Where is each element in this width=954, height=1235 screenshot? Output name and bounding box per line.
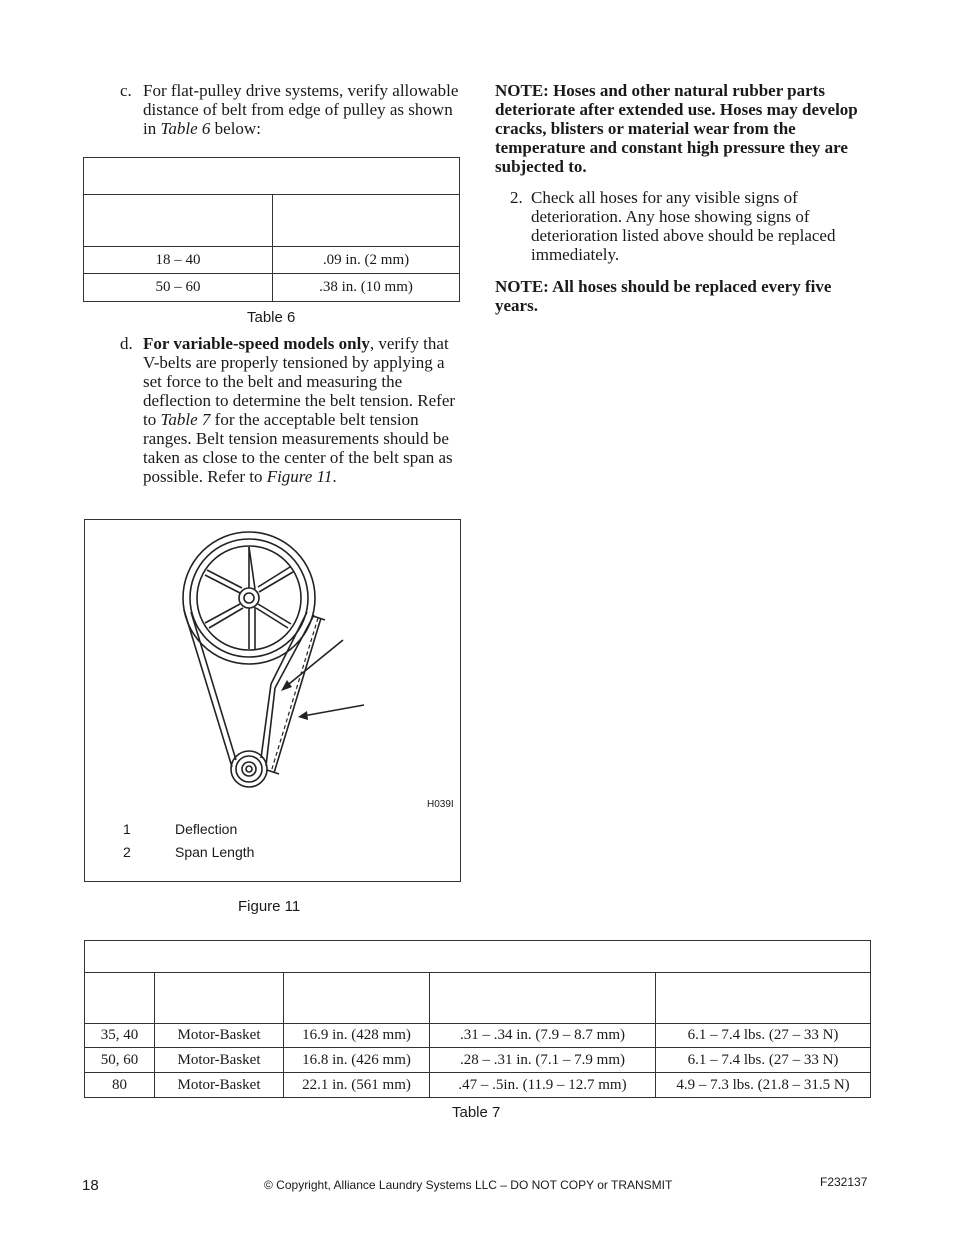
table-7-cell: .47 – .5in. (11.9 – 12.7 mm) (430, 1073, 656, 1098)
legend-number: 2 (123, 844, 131, 860)
table-7-header-cell (155, 973, 284, 1024)
page-number: 18 (82, 1177, 99, 1194)
step-d-text: For variable-speed models only, verify that V-belts are properly tensioned by applying a set force to the belt and measuring the deflection to determine the belt tension. Refer to Table 7 for the acceptable belt tension ranges. Belt tension measurements should be taken as close to the center of the belt span as possible. Refer to Figure 11. (143, 334, 456, 486)
belt-left-side (184, 610, 232, 767)
copyright-notice: © Copyright, Alliance Laundry Systems LLC – DO NOT COPY or TRANSMIT (264, 1178, 673, 1192)
table-7-cell: 16.8 in. (426 mm) (284, 1048, 430, 1073)
figure-code: H039I (427, 799, 454, 810)
table-6-header-cell (84, 195, 273, 247)
step-d (120, 334, 465, 489)
table-7-cell: .31 – .34 in. (7.9 – 8.7 mm) (430, 1024, 656, 1048)
table-7-cell: 6.1 – 7.4 lbs. (27 – 33 N) (656, 1048, 871, 1073)
table-row (85, 1048, 871, 1073)
table-7-header-row (85, 973, 871, 1024)
note-hoses-deterioration: NOTE: Hoses and other natural rubber parts deteriorate after extended use. Hoses may develop cracks, blisters or material wear from the temperature and constant high pressure they are subjected to. (495, 81, 858, 176)
legend-label: Deflection (175, 821, 238, 837)
deflection-arrowhead (281, 680, 292, 691)
document-id: F232137 (820, 1175, 868, 1189)
span-length-arrowhead (298, 711, 308, 720)
table-7-header-cell (430, 973, 656, 1024)
step-2-marker: 2. (510, 188, 523, 207)
belt-right-side (275, 615, 314, 688)
table-row (84, 247, 460, 274)
table-7-header-cell (656, 973, 871, 1024)
figure-11-caption: Figure 11 (238, 898, 301, 915)
table-6-header-cell (273, 195, 460, 247)
table-6-title-cell (84, 158, 460, 195)
table-7-cell: Motor-Basket (155, 1024, 284, 1048)
legend-item (123, 844, 423, 860)
table-6-header-row (84, 195, 460, 247)
table-7-header-cell (284, 973, 430, 1024)
table-7-cell: 16.9 in. (428 mm) (284, 1024, 430, 1048)
table-7-title-row (85, 941, 871, 973)
table-6-cell: 50 – 60 (84, 274, 273, 302)
table-7-cell: Motor-Basket (155, 1073, 284, 1098)
table-7-cell: .28 – .31 in. (7.1 – 7.9 mm) (430, 1048, 656, 1073)
table-row (85, 1073, 871, 1098)
table-6 (83, 157, 460, 302)
table-7-reference: Table 7 (160, 410, 211, 429)
step-c (120, 81, 465, 141)
step-2-text: Check all hoses for any visible signs of deterioration. Any hose showing signs of deterioration listed above should be replaced immediately. (531, 188, 836, 264)
table-row (85, 1024, 871, 1048)
span-length-leader (303, 705, 364, 716)
legend-label: Span Length (175, 844, 255, 860)
figure-11-box (84, 519, 461, 882)
table-7-title-cell (85, 941, 871, 973)
step-d-bold-lead: For variable-speed models only (143, 334, 370, 353)
belt-pulley-diagram (85, 520, 460, 820)
table-7-cell: Motor-Basket (155, 1048, 284, 1073)
table-7-cell: 35, 40 (85, 1024, 155, 1048)
table-7-cell: 22.1 in. (561 mm) (284, 1073, 430, 1098)
table-7-cell: 80 (85, 1073, 155, 1098)
step-d-marker: d. (120, 334, 133, 353)
table-6-caption: Table 6 (247, 309, 296, 326)
legend-number: 1 (123, 821, 131, 837)
table-7-caption: Table 7 (452, 1104, 501, 1121)
table-7-cell: 50, 60 (85, 1048, 155, 1073)
step-c-marker: c. (120, 81, 132, 100)
table-7 (84, 940, 871, 1098)
table-6-cell: 18 – 40 (84, 247, 273, 274)
table-row (84, 274, 460, 302)
table-7-cell: 4.9 – 7.3 lbs. (21.8 – 31.5 N) (656, 1073, 871, 1098)
table-6-title-row (84, 158, 460, 195)
note-replace-hoses: NOTE: All hoses should be replaced every five years. (495, 277, 832, 315)
table-6-cell: .09 in. (2 mm) (273, 247, 460, 274)
legend-item (123, 821, 423, 837)
figure-11-reference: Figure 11 (266, 467, 333, 486)
table-6-cell: .38 in. (10 mm) (273, 274, 460, 302)
step-c-text: For flat-pulley drive systems, verify allowable distance of belt from edge of pulley as shown in Table 6 below: (143, 81, 459, 138)
table-6-reference: Table 6 (160, 119, 211, 138)
table-7-cell: 6.1 – 7.4 lbs. (27 – 33 N) (656, 1024, 871, 1048)
step-2 (510, 188, 860, 268)
table-7-header-cell (85, 973, 155, 1024)
